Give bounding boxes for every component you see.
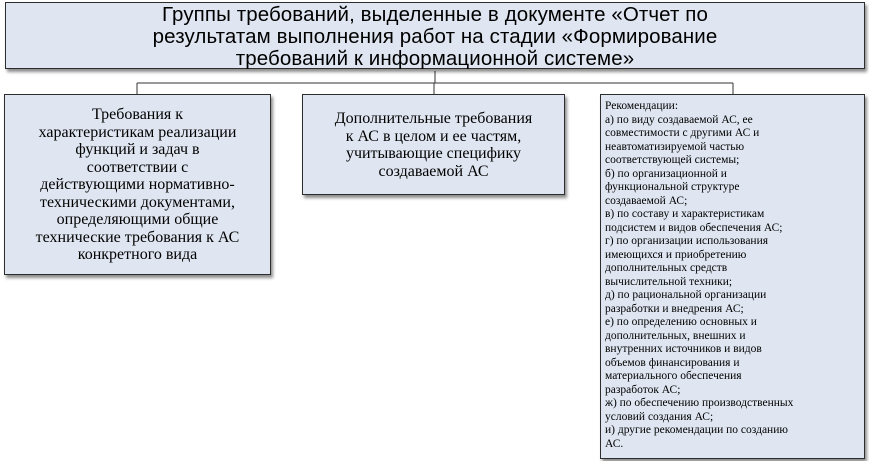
title-line: результатам выполнения работ на стадии «Формирование: [152, 25, 718, 48]
box-text-line: ж) по обеспечению производственных: [605, 397, 794, 409]
box-text-line: создаваемой АС;: [605, 194, 688, 207]
recommendations-box: [600, 94, 865, 459]
box-text-line: неавтоматизируемой частью: [605, 140, 745, 153]
box-text-line: к АС в целом и ее частям,: [345, 127, 522, 145]
box-text-line: а) по виду создаваемой АС, ее: [605, 113, 753, 126]
box-text-line: Рекомендации:: [605, 100, 679, 112]
box-text-line: соответствующей системы;: [605, 154, 740, 166]
box-text-line: вычислительной техники;: [605, 275, 733, 288]
box-text-line: б) по организационной и: [605, 167, 727, 180]
box-text-line: создаваемой АС: [378, 162, 489, 180]
box-text-line: и) другие рекомендации по созданию: [605, 424, 788, 436]
box-text-line: дополнительных, внешних и: [605, 329, 746, 342]
box-text-line: учитывающие специфику: [345, 145, 522, 162]
box-text-line: технические требования к АС: [35, 228, 240, 246]
box-text-line: разработок АС;: [605, 383, 681, 396]
box-text-line: АС.: [605, 437, 624, 450]
box-text-line: условий создания АС;: [605, 410, 714, 423]
box-text-line: функциональной структуре: [605, 181, 740, 193]
box-text-line: внутренних источников и видов: [605, 343, 762, 355]
box-text-line: характеристикам реализации: [38, 123, 237, 141]
box-text-line: д) по рациональной организации: [605, 289, 767, 301]
box-text-line: подсистем и видов обеспечения АС;: [605, 221, 783, 234]
box-text-line: объемов финансирования и: [605, 356, 740, 369]
box-text-line: техническими документами,: [40, 193, 235, 211]
title-box: [5, 2, 865, 69]
title-line: требований к информационной системе»: [235, 47, 635, 70]
title-line: Группы требований, выделенные в документе «Отчет по: [162, 3, 708, 26]
box-text-line: в) по составу и характеристикам: [605, 208, 765, 220]
box-text-line: Дополнительные требования: [334, 110, 533, 127]
box-text-line: совместимости с другими АС и: [605, 127, 760, 139]
box-text-line: определяющими общие: [56, 211, 219, 228]
box-text-line: г) по организации использования: [605, 235, 769, 247]
requirements-box-general: [4, 94, 271, 275]
box-text-line: дополнительных средств: [605, 262, 728, 274]
box-text-line: разработки и внедрения АС;: [605, 302, 744, 315]
box-text-line: е) по определению основных и: [605, 316, 757, 328]
requirements-box-additional: [302, 94, 565, 195]
box-text-line: Требования к: [91, 106, 184, 123]
box-text-line: конкретного вида: [77, 246, 198, 263]
box-text-line: действующими нормативно-: [40, 176, 235, 193]
box-text-line: материального обеспечения: [605, 370, 742, 382]
box-text-line: функций и задач в: [75, 141, 200, 158]
box-text-line: соответствии с: [86, 158, 189, 176]
box-text-line: имеющихся и приобретению: [605, 248, 747, 261]
